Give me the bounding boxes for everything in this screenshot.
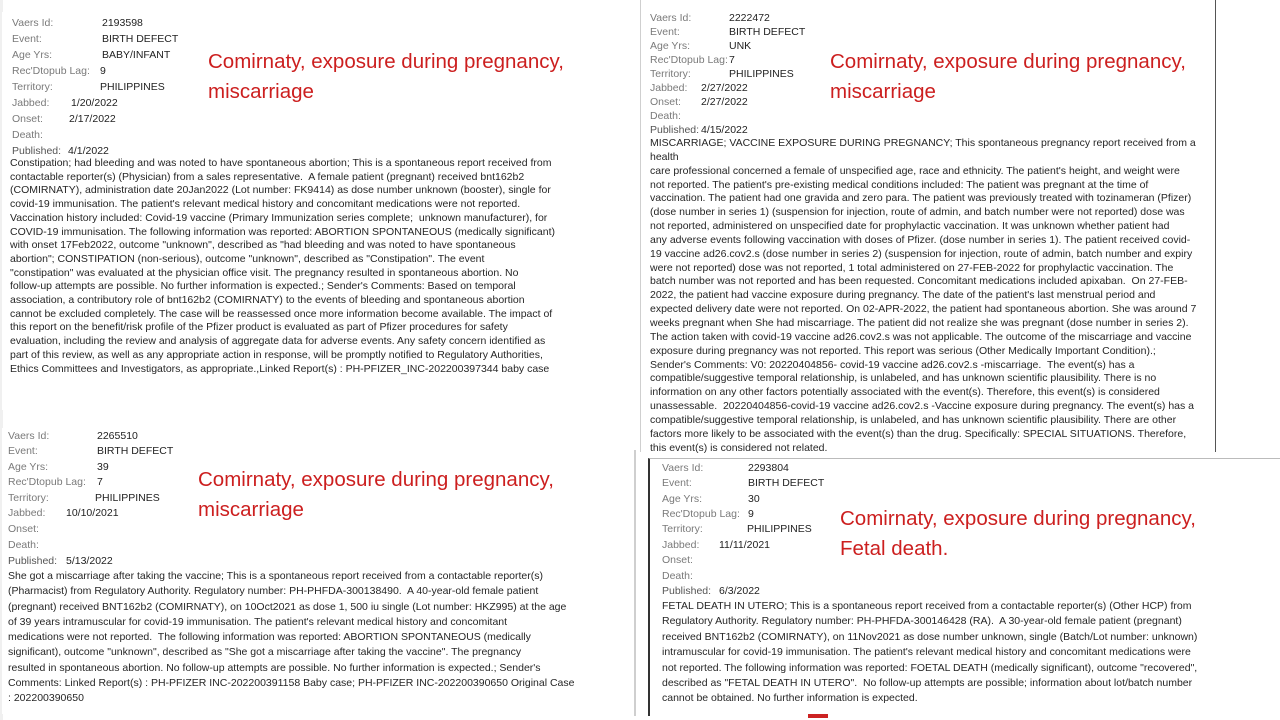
- lag-value: 7: [729, 54, 735, 66]
- lag-label: Rec'Dtopub Lag:: [662, 508, 740, 520]
- vaers-id-value: 2193598: [102, 17, 143, 29]
- vaers-id-field: [12, 17, 53, 30]
- age-label: Age Yrs:: [8, 461, 49, 473]
- published-label: Published:: [662, 585, 712, 597]
- vaers-id-label: Vaers Id:: [12, 17, 54, 29]
- lag-label: Rec'Dtopub Lag:: [650, 54, 728, 66]
- territory-value: PHILIPPINES: [747, 523, 812, 535]
- jabbed-value: 11/11/2021: [719, 539, 770, 551]
- event-label: Event:: [8, 445, 38, 457]
- vaers-id-label: Vaers Id:: [8, 430, 50, 442]
- annotation-line-1: Comirnaty, exposure during pregnancy,: [208, 50, 564, 73]
- jabbed-label: Jabbed:: [8, 507, 46, 519]
- onset-label: Onset:: [12, 113, 43, 125]
- published-value: 6/3/2022: [719, 585, 760, 597]
- age-value: 39: [97, 461, 109, 473]
- annotation-line-2: miscarriage: [830, 80, 936, 103]
- report-narrative: She got a miscarriage after taking the vaccine; This is a spontaneous report received from a contactable reporter(s) (Pharmacist) from Regulatory Authority. Regulatory number: PH-PHFDA-300138490. A 40-year-old female patient (pregnant) received BNT162b2 (COMIRNATY), on 10Oct2021 as dose 1, 500 iu single (Lot number: HKZ995) at the age of 39 years intramuscular for covid-19 immunisation. The patient's relevant medical history and concomitant medications were not reported. The following information was reported: ABORTION SPONTANEOUS (medically significant), outcome "unknown", described as "She got a miscarriage after taking the vaccine". The pregnancy resulted in spontaneous abortion. No follow-up attempts are possible. No further information is expected.; Sender's Comments: Linked Report(s) : PH-PFIZER INC-202200391158 Baby case; PH-PFIZER INC-202200390650 Original Case : 202200390650: [8, 570, 575, 705]
- onset-value: 2/27/2022: [701, 96, 748, 108]
- age-label: Age Yrs:: [650, 40, 691, 52]
- annotation-line-2: Fetal death.: [840, 537, 949, 560]
- report-narrative: Constipation; had bleeding and was noted to have spontaneous abortion; This is a spontaneous report received from contactable reporter(s) (Physician) from a sales representative. A female patient (pregnant) received bnt162b2 (COMIRNATY), administration date 20Jan2022 (Lot number: FK9414) as dose number unknown (booster), single for covid-19 immunisation. The patient's relevant medical history and concomitant medications were not reported. Vaccination history included: Covid-19 vaccine (Primary Immunization series complete; unknown manufacturer), for COVID-19 immunisation. The following information was reported: ABORTION SPONTANEOUS (medically significant) with onset 17Feb2022, outcome "unknown", described as "had bleeding and was noted to have spontaneous abortion"; CONSTIPATION (non-serious), outcome "unknown", described as "Constipation". The event "constipation" was evaluated at the physician office visit. The pregnancy resulted in spontaneous abortion. No follow-up attempts are possible. No further information is expected.; Sender's Comments: Based on temporal association, a contributory role of bnt162b2 (COMIRNATY) to the events of bleeding and spontaneous abortion cannot be excluded completely. The case will be reassessed once more information become available. The impact of this report on the benefit/risk profile of the Pfizer product is evaluated as part of Pfizer procedures for safety evaluation, including the review and analysis of aggregate data for adverse events. Any safety concern identified as part of this review, as well as any appropriate action in response, will be promptly notified to Regulatory Authorities, Ethics Committees and Investigators, as appropriate.,Linked Report(s) : PH-PFIZER_INC-202200397344 baby case: [10, 157, 556, 375]
- vaers-id-label: Vaers Id:: [662, 462, 704, 474]
- event-label: Event:: [650, 26, 680, 38]
- onset-value: 2/17/2022: [69, 113, 116, 125]
- territory-value: PHILIPPINES: [729, 68, 794, 80]
- published-label: Published:: [8, 555, 58, 567]
- report-narrative: FETAL DEATH IN UTERO; This is a spontaneous report received from a contactable reporter(s) (Other HCP) from Regulatory Authority. Regulatory number: PH-PHFDA-300146428 (RA). A 30-year-old female patient (pregnant) received BNT162b2 (COMIRNATY), on 11Nov2021 as dose number unknown, single (Batch/Lot number: unknown) intramuscular for covid-19 immunisation. The patient's relevant medical history and concomitant medications were not reported. The following information was reported: FOETAL DEATH (medically significant), outcome "recovered", described as "FETAL DEATH IN UTERO". No follow-up attempts are possible; information about lot/batch number cannot be obtained. No further information is expected.: [662, 600, 1198, 705]
- jabbed-value: 10/10/2021: [66, 507, 119, 519]
- report-panel-3: [2, 428, 632, 714]
- published-label: Published:: [12, 145, 62, 157]
- event-value: BIRTH DEFECT: [97, 445, 174, 457]
- annotation-line-1: Comirnaty, exposure during pregnancy,: [830, 50, 1186, 73]
- lag-value: 9: [100, 65, 106, 77]
- territory-value: PHILIPPINES: [95, 492, 160, 504]
- annotation-line-1: Comirnaty, exposure during pregnancy,: [198, 468, 554, 491]
- event-label: Event:: [12, 33, 42, 45]
- panel-divider: [634, 450, 636, 716]
- death-label: Death:: [12, 129, 43, 141]
- jabbed-value: 2/27/2022: [701, 82, 748, 94]
- death-label: Death:: [662, 570, 693, 582]
- territory-label: Territory:: [662, 523, 703, 535]
- event-value: BIRTH DEFECT: [102, 33, 179, 45]
- age-value: 30: [748, 493, 760, 505]
- onset-label: Onset:: [662, 554, 693, 566]
- age-value: BABY/INFANT: [102, 49, 171, 61]
- report-panel-2: [640, 0, 1216, 452]
- red-marker: [808, 714, 828, 718]
- published-label: Published:: [650, 124, 700, 136]
- territory-value: PHILIPPINES: [100, 81, 165, 93]
- death-label: Death:: [8, 539, 39, 551]
- lag-label: Rec'Dtopub Lag:: [8, 476, 86, 488]
- report-narrative: MISCARRIAGE; VACCINE EXPOSURE DURING PREGNANCY; This spontaneous pregnancy report received from a health care professional concerned a female of unspecified age, race and ethnicity. The patient's height, and weight were not reported. The patient's pre-existing medical conditions included: The patient was pregnant at the time of vaccination. The patient had one gravida and zero para. The patient was previously treated with tozinameran (Pfizer) (dose number in series 1) (suspension for injection, route of admin, and batch number were not reported) dose was not reported, administered on unspecified date for prophylactic vaccination. It was unknown whether patient had any adverse events following vaccination with doses of Pfizer. (dose number in series 1). The patient received covid- 19 vaccine ad26.cov2.s (dose number in series 2) (suspension for injection, route of admin, batch number and expiry were not reported) dose was not reported, 1 total administered on 27-FEB-2022 for prophylactic vaccination. The batch number was not reported and has been requested. Concomitant medications included apixaban. On 27-FEB- 2022, the patient had vaccine exposure during pregnancy. The date of the patient's last menstrual period and expected delivery date were not reported. On 02-APR-2022, the patient had spontaneous abortion. She was around 7 weeks pregnant when She had miscarriage. The patient did not realize she was pregnant (dose number in series 2). The action taken with covid-19 vaccine ad26.cov2.s was not applicable. The outcome of the miscarriage and vaccine exposure during pregnancy was not reported. This report was serious (Other Medically Important Condition).; Sender's Comments: V0: 20220404856- covid-19 vaccine ad26.cov2.s -miscarriage. The event(s) has a compatible/suggestive temporal relationship, is unlabeled, and has unknown scientific plausibility. There is no information on any other factors potentially associated with the event(s). Therefore, this event(s) is considered unassessable. 20220404856-covid-19 vaccine ad26.cov2.s -Vaccine exposure during pregnancy. The event(s) has a compatible/suggestive temporal relationship, is unlabeled, and has unknown scientific plausibility. There are other factors more likely to be associated with the event(s) than the drug. Specifically: SPECIAL SITUATIONS. Therefore, this event(s) is considered not related.: [650, 137, 1197, 454]
- published-value: 4/15/2022: [701, 124, 748, 136]
- vaers-id-value: 2222472: [729, 12, 770, 24]
- annotation-line-1: Comirnaty, exposure during pregnancy,: [840, 507, 1196, 530]
- annotation-line-2: miscarriage: [208, 80, 314, 103]
- event-value: BIRTH DEFECT: [748, 477, 825, 489]
- lag-value: 7: [97, 476, 103, 488]
- vaers-id-value: 2293804: [748, 462, 789, 474]
- vaers-id-value: 2265510: [97, 430, 138, 442]
- jabbed-label: Jabbed:: [662, 539, 700, 551]
- annotation-line-2: miscarriage: [198, 498, 304, 521]
- territory-label: Territory:: [8, 492, 49, 504]
- territory-label: Territory:: [12, 81, 53, 93]
- age-label: Age Yrs:: [662, 493, 703, 505]
- lag-value: 9: [748, 508, 754, 520]
- lag-label: Rec'Dtopub Lag:: [12, 65, 90, 77]
- jabbed-label: Jabbed:: [12, 97, 50, 109]
- report-panel-4: [648, 458, 1280, 716]
- onset-label: Onset:: [650, 96, 681, 108]
- event-label: Event:: [662, 477, 692, 489]
- age-label: Age Yrs:: [12, 49, 53, 61]
- published-value: 5/13/2022: [66, 555, 113, 567]
- death-label: Death:: [650, 110, 681, 122]
- report-panel-1: [2, 12, 634, 410]
- published-value: 4/1/2022: [68, 145, 109, 157]
- event-value: BIRTH DEFECT: [729, 26, 806, 38]
- vaers-id-label: Vaers Id:: [650, 12, 692, 24]
- jabbed-label: Jabbed:: [650, 82, 688, 94]
- onset-label: Onset:: [8, 523, 39, 535]
- jabbed-value: 1/20/2022: [71, 97, 118, 109]
- territory-label: Territory:: [650, 68, 691, 80]
- age-value: UNK: [729, 40, 752, 52]
